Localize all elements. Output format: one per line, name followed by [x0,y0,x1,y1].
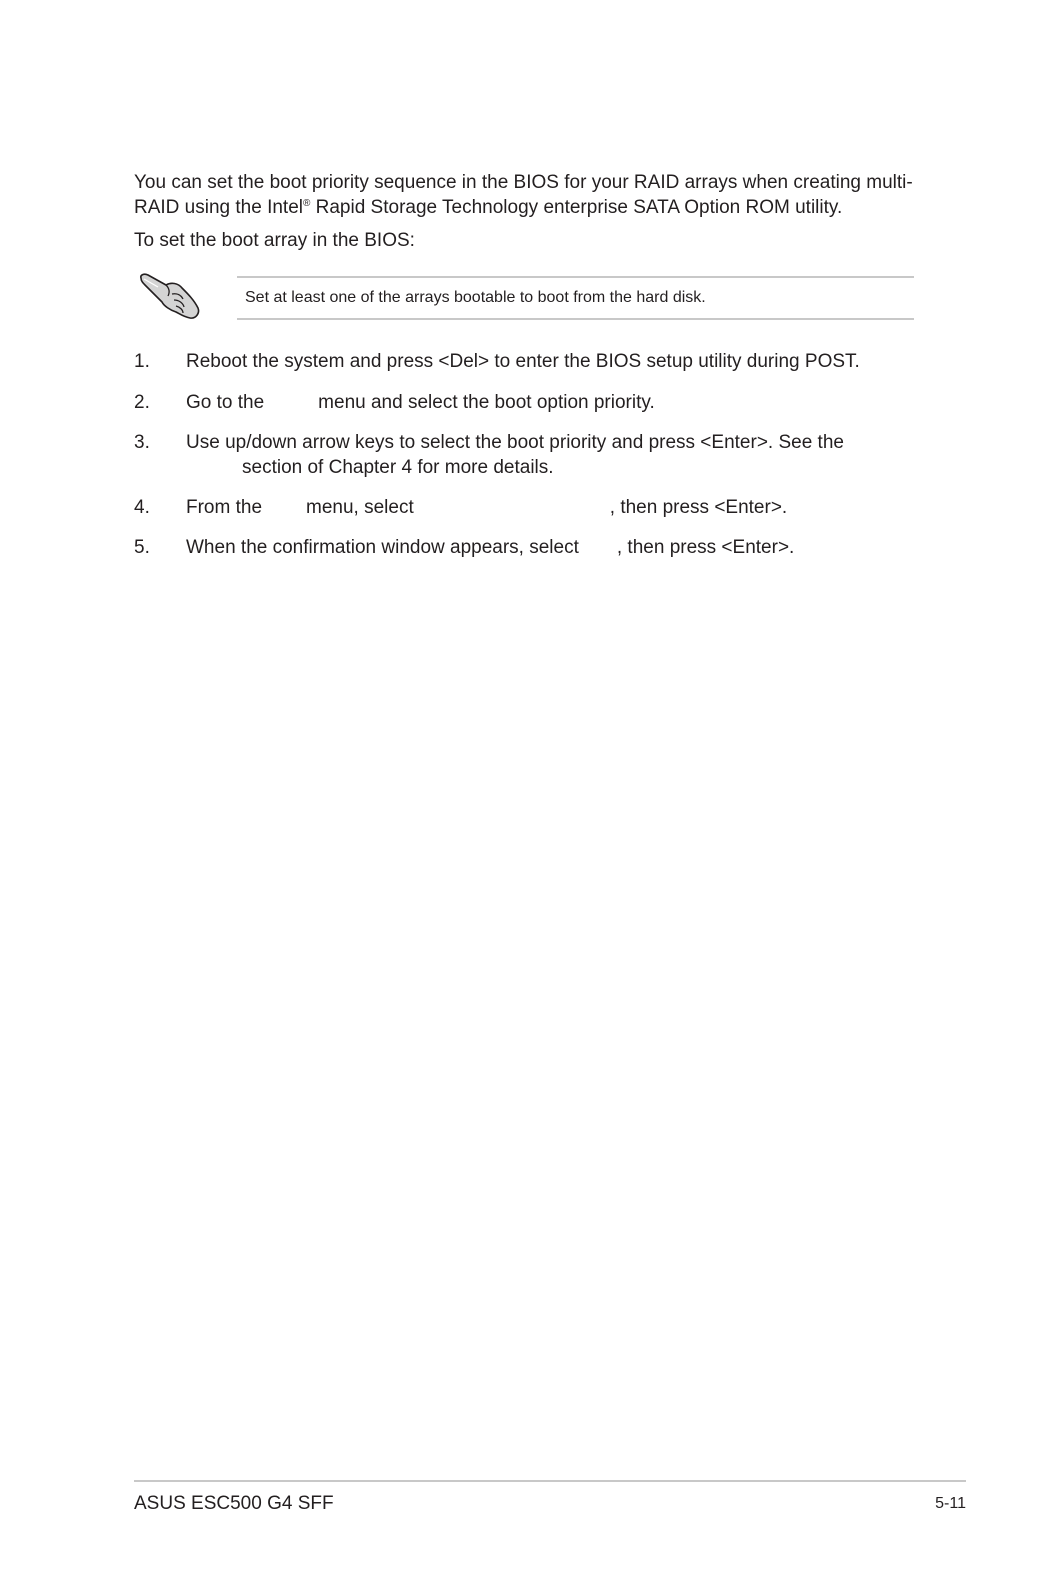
footer-page-number: 5-11 [935,1495,966,1512]
note-box [134,270,916,322]
pointing-hand-icon [136,270,206,322]
step-number: 4. [134,497,150,518]
intro-line-2-start: RAID using the Intel [134,197,303,218]
footer-product-name: ASUS ESC500 G4 SFF [134,1493,334,1514]
lead-sentence: To set the boot array in the BIOS: [134,230,415,251]
intro-line-1: You can set the boot priority sequence in the BIOS for your RAID arrays when creating multi- [134,172,913,193]
step-number: 5. [134,537,150,558]
step-number: 3. [134,432,150,453]
footer-rule [134,1480,966,1482]
step-text-part: From the [186,497,263,518]
step-text: Reboot the system and press <Del> to enter the BIOS setup utility during POST. [186,351,860,372]
note-rule-top [237,276,914,278]
step-line-1: Use up/down arrow keys to select the boot priority and press <Enter>. See the [186,432,844,453]
registered-mark: ® [302,198,311,209]
note-text: Set at least one of the arrays bootable to boot from the hard disk. [245,289,706,306]
step-text [186,535,794,560]
step-line-2: section of Chapter 4 for more details. [242,457,554,478]
step-number: 2. [134,392,150,413]
step-text-part: , then press <Enter>. [609,497,788,518]
step-text-part: Go to the [186,392,265,413]
step-text [186,430,844,480]
intro-paragraph [134,170,934,220]
step-text-part: menu and select the boot option priority. [318,392,655,413]
step-text-part: When the confirmation window appears, select [186,537,579,558]
step-text-part: , then press <Enter>. [616,537,795,558]
step-text [186,390,655,415]
step-text-part: menu, select [306,497,414,518]
note-rule-bottom [237,318,914,320]
step-number: 1. [134,351,150,372]
intro-line-2-end: Rapid Storage Technology enterprise SATA Option ROM utility. [310,197,843,218]
step-text [186,495,787,520]
